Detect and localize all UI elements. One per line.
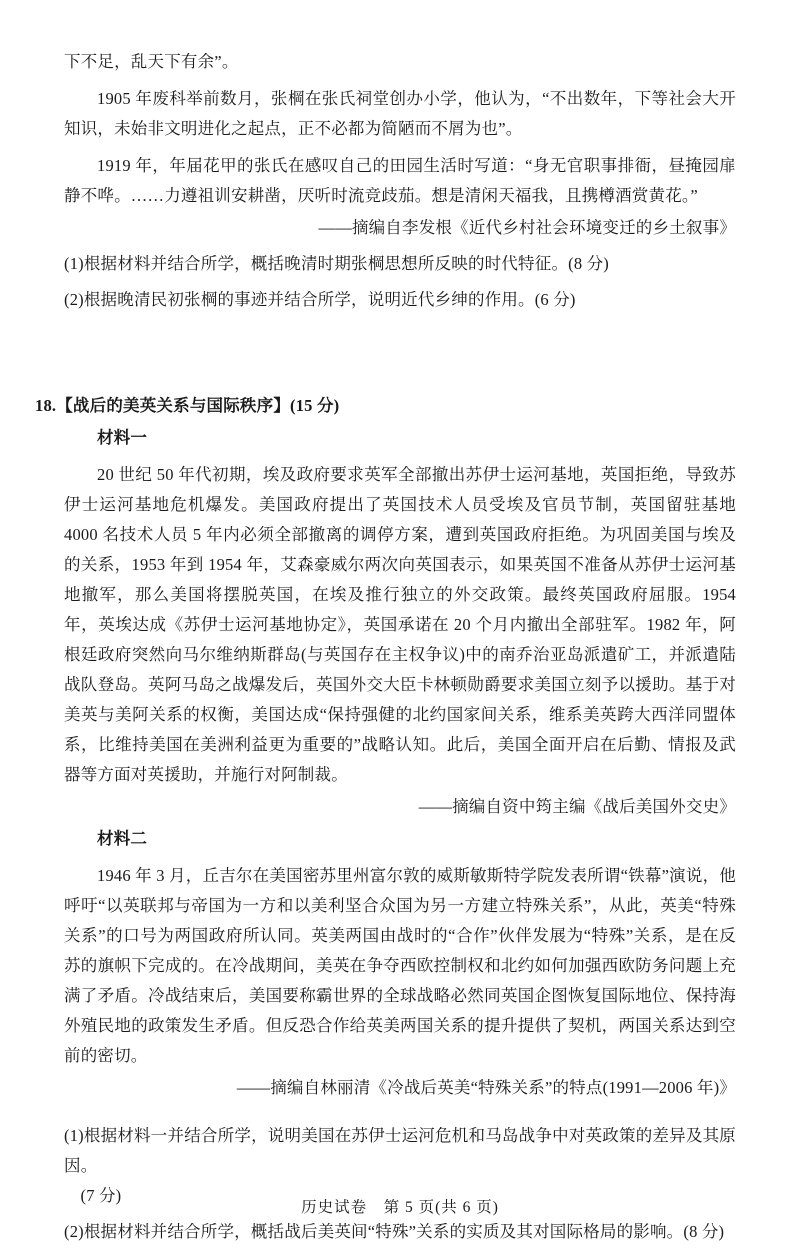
question-17-part1: (1)根据材料并结合所学，概括晚清时期张棡思想所反映的时代特征。(8 分) <box>64 254 610 273</box>
material-1-text: 20 世纪 50 年代初期，埃及政府要求英军全部撤出苏伊士运河基地，英国拒绝，导致苏伊士运河基地危机爆发。美国政府提出了英国技术人员受埃及官员节制，英国留驻基地 4000 名技术人员 5 年内必须全部撤离的调停方案，遭到英国政府拒绝。为巩固美国与埃及的关系，1953 年到 1954 年，艾森豪威尔两次向英国表示，如果英国不准备从苏伊士运河基地撤军，那么美国将摆脱英国，在埃及推行独立的外交政策。最终英国政府屈服。1954 年，英埃达成《苏伊士运河基地协定》，英国承诺在 20 个月内撤出全部驻军。1982 年，阿根廷政府突然向马尔维纳斯群岛(与英国存在主权争议)中的南乔治亚岛派遣矿工，并派遣陆战队登岛。英阿马岛之战爆发后，英国外交大臣卡林顿勋爵要求美国立刻予以援助。基于对美英与美阿关系的权衡，美国达成“保持强健的北约国家间关系，维系美英跨大西洋同盟体系，比维持美国在美洲利益更为重要的”战略认知。此后，美国全面开启在后勤、情报及武器等方面对英援助，并施行对阿制裁。 <box>64 465 736 784</box>
page-footer: 历史试卷 第 5 页(共 6 页) <box>301 1199 499 1216</box>
question-18-part1-score: (7 分) <box>80 1186 122 1205</box>
question-18-part2: (2)根据材料并结合所学，概括战后美英间“特殊”关系的实质及其对国际格局的影响。(8 分) <box>64 1222 725 1241</box>
material-1-label: 材料一 <box>97 428 148 447</box>
source-attribution-li-fagen: ——摘编自李发根《近代乡村社会环境变迁的乡土叙事》 <box>318 218 736 237</box>
source-attribution-lin-liqing: ——摘编自林丽清《冷战后英美“特殊关系”的特点(1991—2006 年)》 <box>236 1078 736 1097</box>
paragraph-zhang-1919: 1919 年，年届花甲的张氏在感叹自己的田园生活时写道：“身无官职事排衙，昼掩园扉静不哗。……力遵祖训安耕凿，厌听时流竞歧茄。想是清闲天福我，且携樽酒赏黄花。” <box>64 156 736 205</box>
continuation-text: 下不足，乱天下有余”。 <box>64 52 239 71</box>
paragraph-zhang-1905: 1905 年废科举前数月，张棡在张氏祠堂创办小学，他认为，“不出数年，下等社会大开知识，未始非文明进化之起点，正不必都为简陋而不屑为也”。 <box>64 89 736 138</box>
question-18-heading <box>35 391 736 421</box>
question-18-title: 【战后的美英关系与国际秩序】(15 分) <box>56 396 340 415</box>
material-2-label: 材料二 <box>97 829 148 848</box>
source-attribution-zi-zhongyun: ——摘编自资中筠主编《战后美国外交史》 <box>418 797 736 816</box>
question-17-part2: (2)根据晚清民初张棡的事迹并结合所学，说明近代乡绅的作用。(6 分) <box>64 290 576 309</box>
question-18-number: 18. <box>35 396 57 415</box>
question-18-part1-text: (1)根据材料一并结合所学，说明美国在苏伊士运河危机和马岛战争中对英政策的差异及其原因。 <box>64 1126 736 1175</box>
material-2-text: 1946 年 3 月，丘吉尔在美国密苏里州富尔敦的威斯敏斯特学院发表所谓“铁幕”演说，他呼吁“以英联邦与帝国为一方和以美利坚合众国为另一方建立特殊关系”，从此，英美“特殊关系”的口号为两国政府所认同。英美两国由战时的“合作”伙伴发展为“特殊”关系，是在反苏的旗帜下完成的。在冷战期间，美英在争夺西欧控制权和北约如何加强西欧防务问题上充满了矛盾。冷战结束后，美国要称霸世界的全球战略必然同英国企图恢复国际地位、保持海外殖民地的政策发生矛盾。但反恐合作给英美两国关系的提升提供了契机，两国关系达到空前的密切。 <box>64 866 736 1065</box>
